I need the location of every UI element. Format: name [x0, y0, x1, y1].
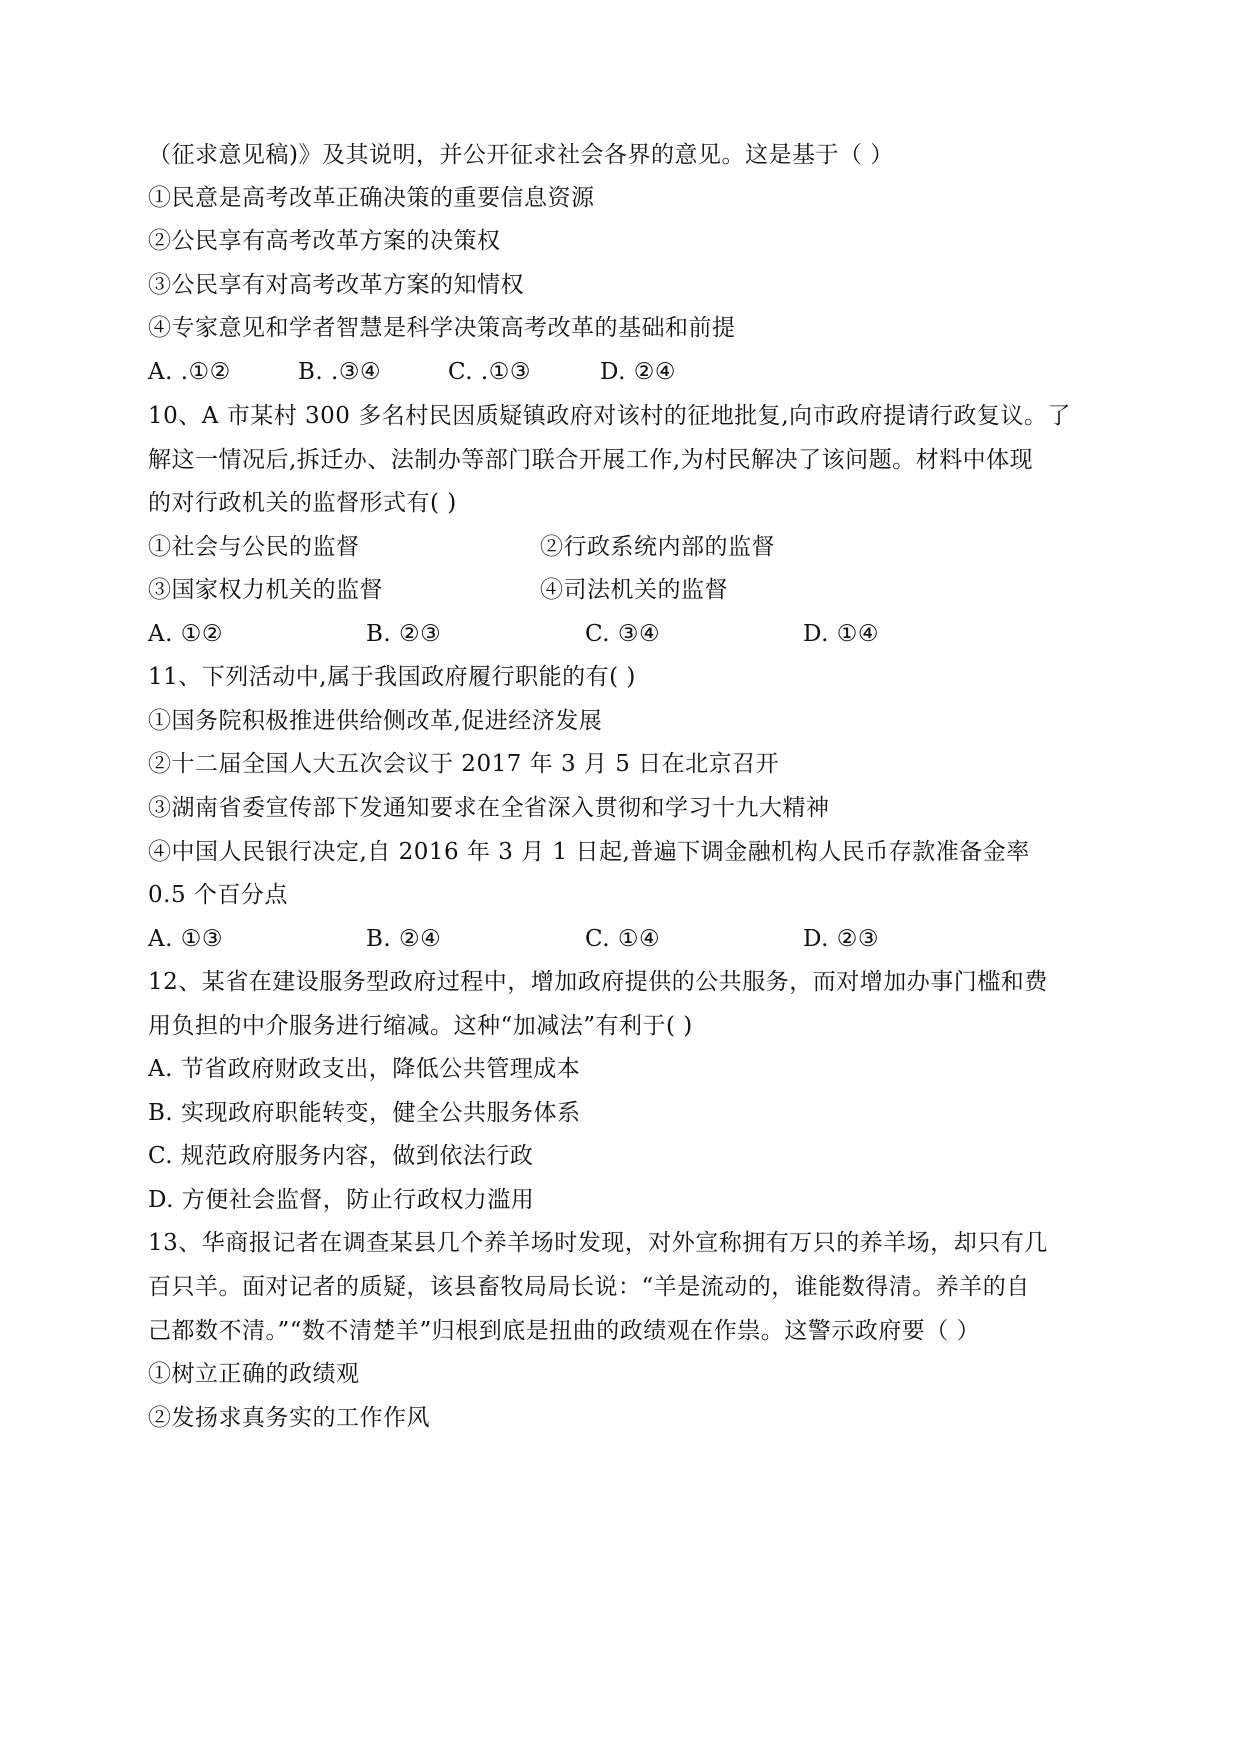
q9-item-1: ①民意是高考改革正确决策的重要信息资源	[148, 185, 595, 211]
q11-choice-a: A. ①③	[148, 926, 223, 952]
q10-stem-line-3: 的对行政机关的监督形式有( )	[148, 490, 457, 516]
q11-item-3: ③湖南省委宣传部下发通知要求在全省深入贯彻和学习十九大精神	[148, 795, 830, 821]
q9-stem-tail: （征求意见稿)》及其说明，并公开征求社会各界的意见。这是基于（ ）	[148, 142, 894, 168]
q12-choice-a: A. 节省政府财政支出，降低公共管理成本	[148, 1056, 581, 1082]
q11-item-4: ④中国人民银行决定,自 2016 年 3 月 1 日起,普遍下调金融机构人民币存款准备金率	[148, 839, 1030, 865]
q13-stem-line-3: 己都数不清。”“数不清楚羊”归根到底是扭曲的政绩观在作祟。这警示政府要（ ）	[148, 1318, 981, 1344]
q10-item-3: ③国家权力机关的监督	[148, 577, 383, 603]
q10-stem-line-1: 10、A 市某村 300 多名村民因质疑镇政府对该村的征地批复,向市政府提请行政复议。了	[148, 403, 1072, 429]
q9-item-2: ②公民享有高考改革方案的决策权	[148, 228, 501, 254]
q10-item-4: ④司法机关的监督	[540, 577, 728, 603]
q9-choice-c: C. .①③	[448, 359, 531, 385]
q12-choice-b: B. 实现政府职能转变，健全公共服务体系	[148, 1100, 581, 1126]
q11-item-4-cont: 0.5 个百分点	[148, 882, 288, 908]
q11-stem: 11、下列活动中,属于我国政府履行职能的有( )	[148, 664, 636, 690]
q13-item-2: ②发扬求真务实的工作作风	[148, 1405, 430, 1431]
q11-choice-c: C. ①④	[585, 926, 661, 952]
q9-item-4: ④专家意见和学者智慧是科学决策高考改革的基础和前提	[148, 315, 736, 341]
q13-stem-line-1: 13、华商报记者在调查某县几个养羊场时发现，对外宣称拥有万只的养羊场，却只有几	[148, 1230, 1048, 1256]
q12-stem-line-2: 用负担的中介服务进行缩减。这种“加减法”有利于( )	[148, 1013, 693, 1039]
q9-item-3: ③公民享有对高考改革方案的知情权	[148, 272, 524, 298]
q9-choice-a: A. .①②	[148, 359, 231, 385]
q10-choice-d: D. ①④	[803, 621, 879, 647]
q12-stem-line-1: 12、某省在建设服务型政府过程中，增加政府提供的公共服务，而对增加办事门槛和费	[148, 969, 1048, 995]
q10-choice-c: C. ③④	[585, 621, 661, 647]
q12-choice-d: D. 方便社会监督，防止行政权力滥用	[148, 1187, 535, 1213]
q13-item-1: ①树立正确的政绩观	[148, 1361, 360, 1387]
q9-choice-b: B. .③④	[298, 359, 382, 385]
q11-item-1: ①国务院积极推进供给侧改革,促进经济发展	[148, 708, 603, 734]
q11-choice-d: D. ②③	[803, 926, 879, 952]
q10-choice-b: B. ②③	[366, 621, 442, 647]
q9-choice-d: D. ②④	[600, 359, 676, 385]
q13-stem-line-2: 百只羊。面对记者的质疑，该县畜牧局局长说：“羊是流动的，谁能数得清。养羊的自	[148, 1274, 1030, 1300]
q10-item-1: ①社会与公民的监督	[148, 534, 360, 560]
q10-choice-a: A. ①②	[148, 621, 223, 647]
q11-item-2: ②十二届全国人大五次会议于 2017 年 3 月 5 日在北京召开	[148, 751, 780, 777]
q10-item-2: ②行政系统内部的监督	[540, 534, 775, 560]
q10-stem-line-2: 解这一情况后,拆迁办、法制办等部门联合开展工作,为村民解决了该问题。材料中体现	[148, 447, 1034, 473]
q11-choice-b: B. ②④	[366, 926, 442, 952]
q12-choice-c: C. 规范政府服务内容，做到依法行政	[148, 1143, 534, 1169]
